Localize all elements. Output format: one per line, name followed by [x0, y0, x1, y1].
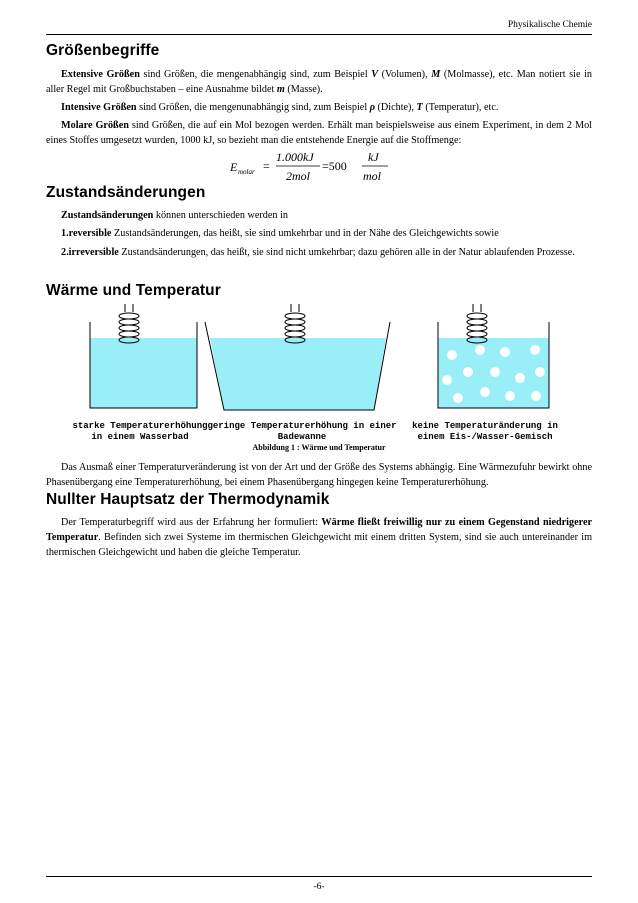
eq-num2: kJ	[368, 150, 379, 164]
eq-num1: 1.000kJ	[276, 150, 314, 164]
paragraph-zustand-intro: Zustandsänderungen können unterschieden werden in	[61, 210, 288, 221]
figure-label-3: keine Temperaturänderung in einem Eis-/Wasser-Gemisch	[412, 421, 558, 442]
section-title-groessenbegriffe: Größenbegriffe	[46, 42, 160, 59]
paragraph-extensive: Extensive Größen sind Größen, die mengenabhängig sind, zum Beispiel V (Volumen), M (Molmasse), etc. Man notiert sie in aller Regel mit Großbuchstaben – eine Ausnahme bildet m (Masse).	[46, 69, 593, 95]
section-title-nullter-hauptsatz: Nullter Hauptsatz der Thermodynamik	[46, 491, 330, 508]
term-molar: Molare Größen	[61, 120, 129, 131]
emphasis-waerme-fliesst: Wärme fließt freiwillig nur zu einem Gegenstand niedrigerer Temperatur	[46, 517, 592, 543]
running-header: Physikalische Chemie	[507, 20, 592, 30]
eq-equals-2: =500	[322, 159, 347, 173]
page-number: -6-	[313, 882, 325, 892]
container-bathtub	[205, 304, 390, 410]
paragraph-intensive: Intensive Größen sind Größen, die mengenunabhängig sind, zum Beispiel ρ (Dichte), T (Temperatur), etc.	[61, 102, 499, 113]
term-zustand: Zustandsänderungen	[61, 210, 154, 221]
heating-coil-icon	[119, 304, 139, 343]
footer-rule	[46, 876, 592, 877]
paragraph-temperaturveraenderung: Das Ausmaß einer Temperaturveränderung ist von der Art und der Größe des Systems abhängig. Eine Wärmezufuhr bewirkt ohne Phasenübergang eine Temperaturerhöhung, bei einem Phasenübergang hingegen keine Temperaturerhöhung.	[46, 462, 592, 488]
paragraph-nullter-hauptsatz: Der Temperaturbegriff wird aus der Erfahrung her formuliert: Wärme fließt freiwillig nur zu einem Gegenstand niedrigerer Temperatur. Befinden sich zwei Systeme im thermischen Gleichgewicht mit einem dritten System, sind sie auch untereinander im thermischen Gleichgewicht und haben die gleiche Temperatur.	[46, 517, 592, 558]
container-ice-water	[438, 304, 549, 408]
figure-label-2: geringe Temperaturerhöhung in einer Badewanne	[207, 421, 397, 442]
term-extensive: Extensive Größen	[61, 69, 140, 80]
eq-den2: mol	[363, 169, 381, 183]
eq-den1: 2mol	[286, 169, 310, 183]
water-fill-1	[90, 338, 197, 408]
section-title-waerme-temperatur: Wärme und Temperatur	[46, 282, 221, 299]
section-title-zustandsaenderungen: Zustandsänderungen	[46, 184, 206, 201]
heating-coil-icon	[285, 304, 305, 343]
list-item-reversible: 1.reversible Zustandsänderungen, das heißt, sie sind umkehrbar und in der Nähe des Gleichgewichts sowie	[61, 228, 499, 239]
water-fill-2	[210, 338, 386, 410]
figure-caption: Abbildung 1 : Wärme und Temperatur	[252, 443, 386, 452]
paragraph-molar: Molare Größen sind Größen, die auf ein Mol bezogen werden. Erhält man beispielsweise aus einem Experiment, in dem 2 Mol eines Stoffes umgesetzt wurden, 1000 kJ, so bezieht man die entstehende Energie auf die Stoffmenge:	[46, 120, 592, 146]
eq-equals-1: =	[263, 159, 270, 173]
figure-label-1: starke Temperaturerhöhung in einem Wasserbad	[72, 421, 208, 442]
eq-lhs: E	[230, 160, 238, 174]
heating-coil-icon	[467, 304, 487, 343]
list-item-irreversible: 2.irreversible Zustandsänderungen, das heißt, sie sind nicht umkehrbar; dazu gehören alle in der Natur ablaufenden Prozesse.	[61, 247, 575, 258]
eq-sub: molar	[238, 168, 255, 176]
container-water-bath	[90, 304, 197, 408]
term-intensive: Intensive Größen	[61, 102, 137, 113]
